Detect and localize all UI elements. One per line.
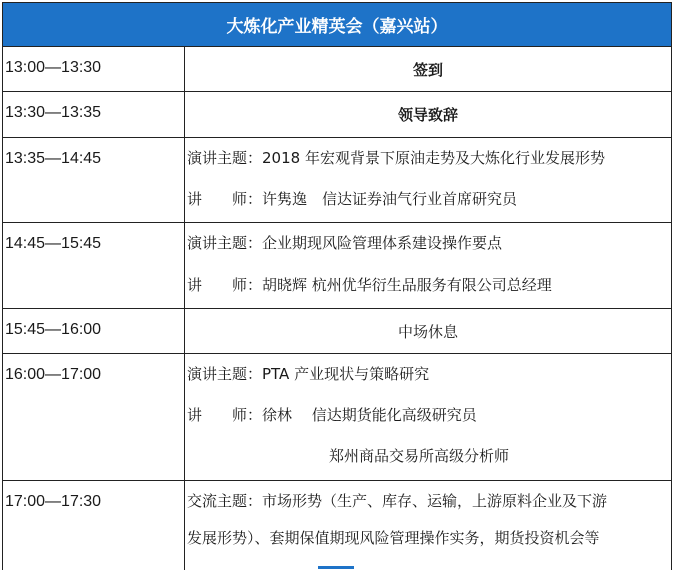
- time-cell: 13:35—14:45: [3, 138, 185, 222]
- time-cell: 13:00—13:30: [3, 47, 185, 91]
- table-row: [3, 138, 671, 223]
- time-cell: 16:00—17:00: [3, 354, 185, 480]
- topic-text: PTA 产业现状与策略研究: [262, 365, 430, 383]
- content-cell: [185, 47, 671, 91]
- table-row: [3, 92, 671, 138]
- speaker-line: [187, 405, 477, 425]
- speaker-label: 讲 师：: [187, 276, 263, 294]
- table-row: [3, 354, 671, 481]
- topic-line: [187, 148, 605, 168]
- time-cell: 14:45—15:45: [3, 223, 185, 308]
- time-cell: 17:00—17:30: [3, 481, 185, 570]
- discussion-line-1: 交流主题：市场形势（生产、库存、运输，上游原料企业及下游: [187, 492, 608, 510]
- speaker-label: 讲 师：: [187, 406, 263, 424]
- table-row: [3, 47, 671, 92]
- content-cell: [185, 481, 671, 570]
- session-title: 领导致辞: [397, 106, 458, 124]
- topic-line: [187, 233, 502, 253]
- discussion-line-2: 发展形势）、套期保值期现风险管理操作实务，期货投资机会等: [187, 529, 600, 547]
- speaker-line: [187, 275, 552, 295]
- session-title: 签到: [412, 60, 443, 79]
- content-cell: [185, 309, 671, 353]
- session-title: 中场休息: [397, 322, 458, 341]
- speaker-text: 许隽逸 信达证券油气行业首席研究员: [262, 190, 518, 208]
- topic-text: 企业期现风险管理体系建设操作要点: [262, 234, 503, 252]
- speaker-text: 徐林 信达期货能化高级研究员: [262, 406, 477, 424]
- topic-line: [187, 364, 429, 384]
- content-cell: [185, 92, 671, 137]
- schedule-table: [2, 2, 672, 570]
- topic-text: 2018 年宏观背景下原油走势及大炼化行业发展形势: [262, 149, 605, 167]
- time-cell: 13:30—13:35: [3, 92, 185, 137]
- content-cell: [185, 223, 671, 308]
- speaker-label: 讲 师：: [187, 190, 263, 208]
- speaker-line: [187, 189, 517, 209]
- table-title: 大炼化产业精英会（嘉兴站）: [3, 3, 671, 47]
- table-row: [3, 223, 671, 309]
- speaker-title-line: 郑州商品交易所高级分析师: [329, 447, 510, 465]
- table-row: [3, 481, 671, 570]
- time-cell: 15:45—16:00: [3, 309, 185, 353]
- table-row: [3, 309, 671, 354]
- topic-label: 演讲主题：: [187, 234, 263, 252]
- topic-label: 演讲主题：: [187, 365, 263, 383]
- scroll-indicator: [318, 566, 354, 569]
- content-cell: [185, 354, 671, 480]
- speaker-text: 胡晓辉 杭州优华衍生品服务有限公司总经理: [262, 276, 552, 294]
- topic-label: 演讲主题：: [187, 149, 263, 167]
- content-cell: [185, 138, 671, 222]
